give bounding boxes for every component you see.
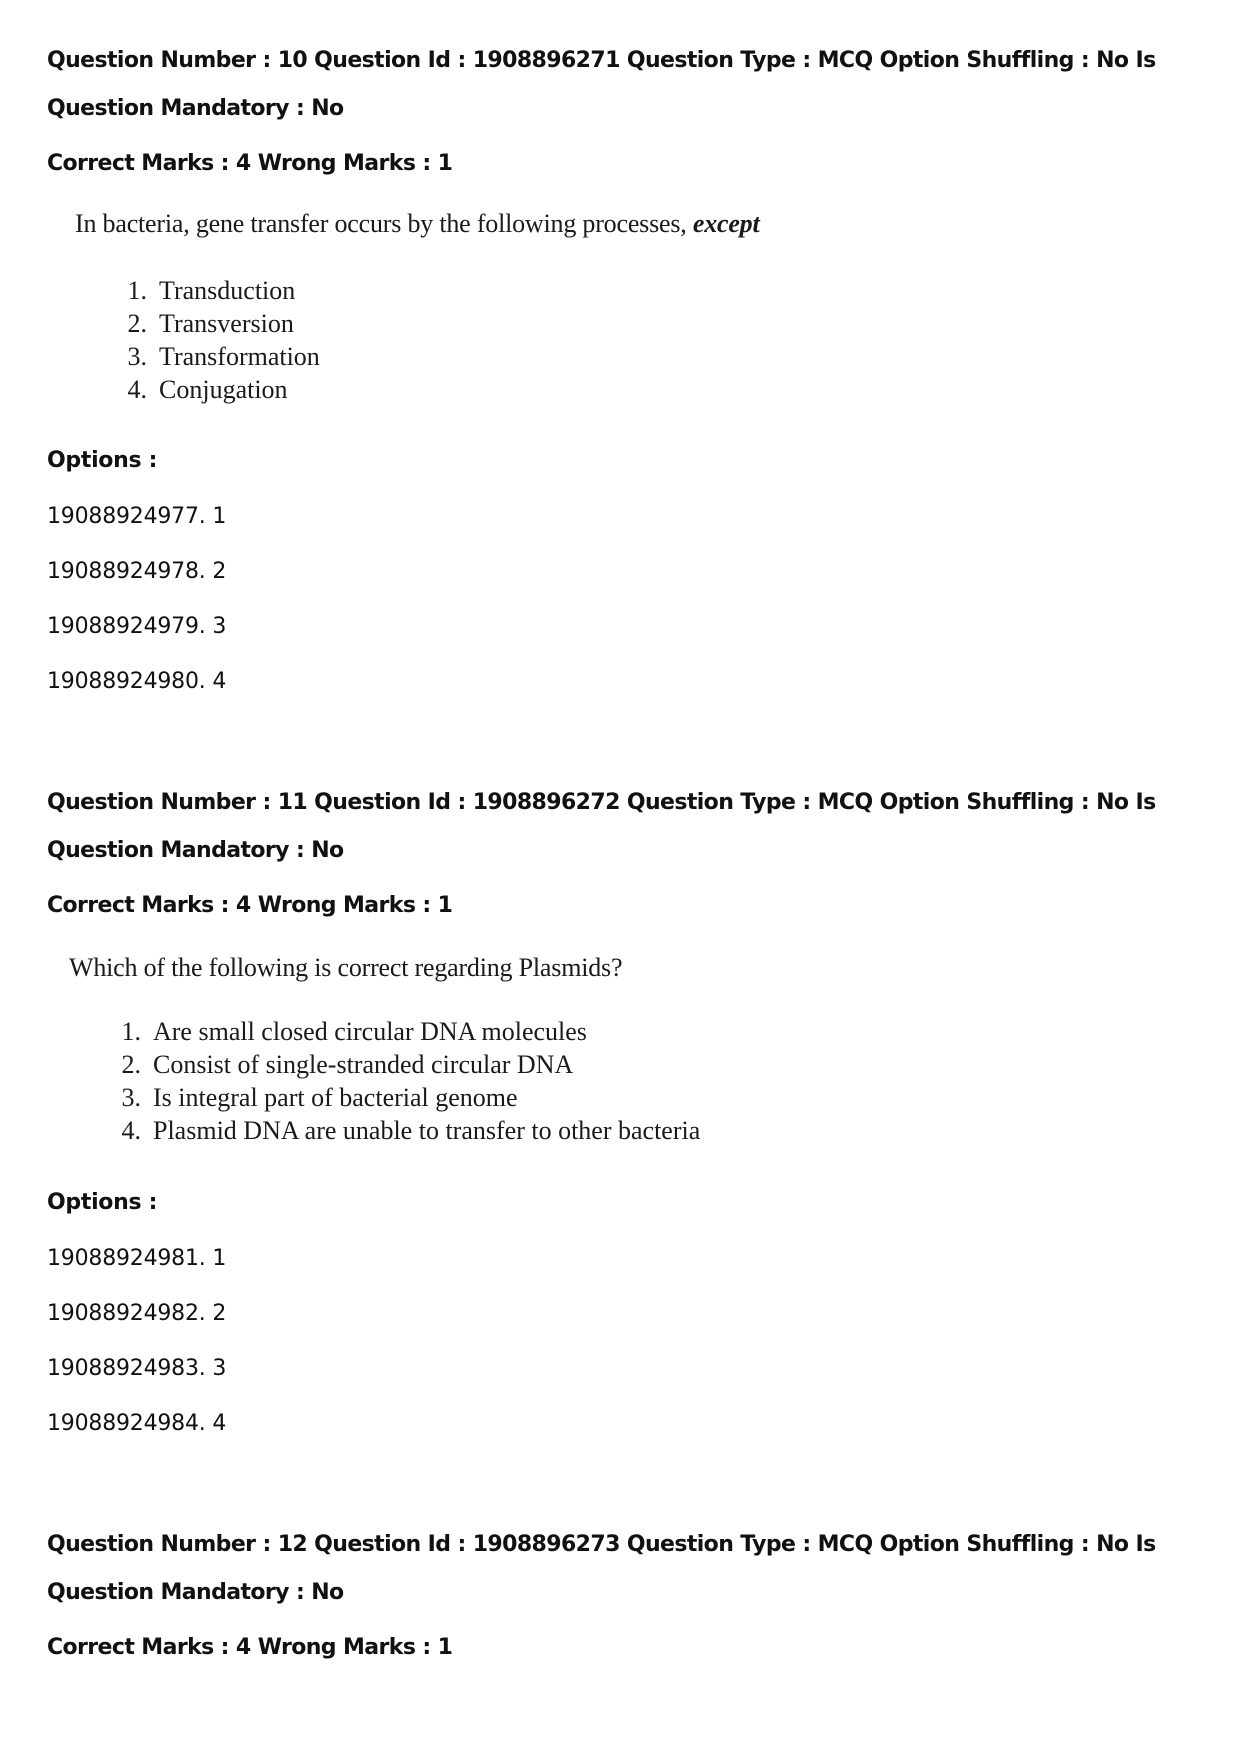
option-item: 19088924983. 3 <box>47 1356 227 1381</box>
choice-item: 1. Are small closed circular DNA molecules <box>121 1017 587 1046</box>
question-marks: Correct Marks : 4 Wrong Marks : 1 <box>47 893 453 918</box>
question-header: Question Number : 12 Question Id : 1908896273 Question Type : MCQ Option Shuffling : No Is <box>47 1532 1156 1557</box>
option-item: 19088924984. 4 <box>47 1411 227 1436</box>
option-item: 19088924978. 2 <box>47 559 227 584</box>
choice-list <box>117 274 320 406</box>
choice-item: 2. Transversion <box>127 309 294 338</box>
choice-item: 3. Transformation <box>127 342 320 371</box>
options-label: Options : <box>47 1190 158 1215</box>
choice-item: 3. Is integral part of bacterial genome <box>121 1083 518 1112</box>
choice-item: 1. Transduction <box>127 276 296 305</box>
stem-emphasis: except <box>692 209 760 238</box>
choice-item: 2. Consist of single-stranded circular DNA <box>121 1050 574 1079</box>
option-item: 19088924982. 2 <box>47 1301 227 1326</box>
choice-item: 4. Conjugation <box>127 375 288 404</box>
option-item: 19088924977. 1 <box>47 504 227 529</box>
question-mandatory: Question Mandatory : No <box>47 96 344 121</box>
question-marks: Correct Marks : 4 Wrong Marks : 1 <box>47 1635 453 1660</box>
question-marks: Correct Marks : 4 Wrong Marks : 1 <box>47 151 453 176</box>
choice-item: 4. Plasmid DNA are unable to transfer to other bacteria <box>121 1116 701 1145</box>
question-mandatory: Question Mandatory : No <box>47 1580 344 1605</box>
question-header: Question Number : 10 Question Id : 1908896271 Question Type : MCQ Option Shuffling : No Is <box>47 48 1156 73</box>
choice-list <box>111 1015 700 1147</box>
question-stem: In bacteria, gene transfer occurs by the following processes, except <box>75 209 760 238</box>
option-item: 19088924980. 4 <box>47 669 227 694</box>
question-mandatory: Question Mandatory : No <box>47 838 344 863</box>
question-stem: Which of the following is correct regarding Plasmids? <box>69 953 623 982</box>
option-item: 19088924979. 3 <box>47 614 227 639</box>
option-item: 19088924981. 1 <box>47 1246 227 1271</box>
question-header: Question Number : 11 Question Id : 1908896272 Question Type : MCQ Option Shuffling : No Is <box>47 790 1156 815</box>
options-label: Options : <box>47 448 158 473</box>
